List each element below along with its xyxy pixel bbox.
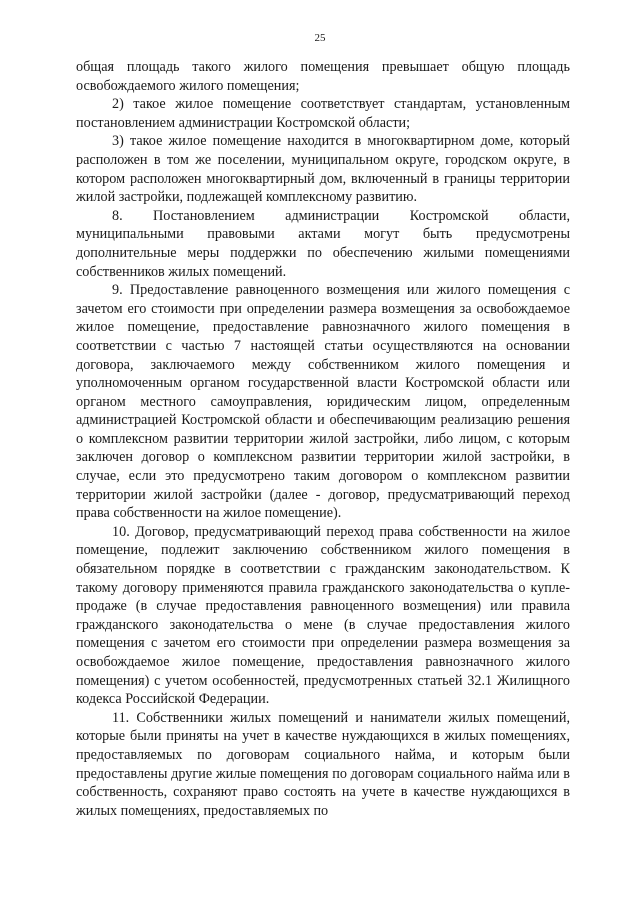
- paragraph-8: 8. Постановлением администрации Костромской области, муниципальными правовыми актами могут быть предусмотрены дополнительные меры поддержки по обеспечению жилыми помещениями собственников жилых помещений.: [76, 207, 570, 280]
- paragraph-item-3: 3) такое жилое помещение находится в многоквартирном доме, который расположен в том же поселении, муниципальном округе, городском округе, в котором расположен многоквартирный дом, включенный в границы территории жилой застройки, подлежащей комплексному развитию.: [76, 133, 570, 206]
- paragraph-continuation: общая площадь такого жилого помещения превышает общую площадь освобождаемого жилого помещения;: [76, 59, 570, 94]
- paragraph-10: 10. Договор, предусматривающий переход права собственности на жилое помещение, подлежит заключению собственником жилого помещения в обязательном порядке в соответствии с гражданским законодательством. К такому договору применяются правила гражданского законодательства о купле-продаже (в случае предоставления равноценного возмещения) или правила гражданского законодательства о мене (в случае предоставления жилого помещения с зачетом его стоимости при определении размера возмещения за освобождаемое жилое помещение, предоставления равнозначного жилого помещения) с учетом особенностей, предусмотренных статьей 32.1 Жилищного кодекса Российской Федерации.: [76, 523, 570, 708]
- document-body: [76, 58, 570, 820]
- paragraph-item-2: 2) такое жилое помещение соответствует стандартам, установленным постановлением администрации Костромской области;: [76, 96, 570, 131]
- paragraph-9: 9. Предоставление равноценного возмещения или жилого помещения с зачетом его стоимости при определении размера возмещения за освобождаемое жилое помещение, предоставление равнозначного жилого помещения в соответствии с частью 7 настоящей статьи осуществляются на основании договора, заключаемого между собственником жилого помещения и уполномоченным органом государственной власти Костромской области или органом местного самоуправления, юридическим лицом, определенным администрацией Костромской области и обеспечивающим реализацию решения о комплексном развитии территории жилой застройки, либо лицом, с которым заключен договор о комплексном развитии территории жилой застройки, в случае, если это предусмотрено таким договором о комплексном развитии территории жилой застройки (далее - договор, предусматривающий переход права собственности на жилое помещение).: [76, 282, 570, 522]
- page-number: 25: [314, 32, 326, 44]
- paragraph-11: 11. Собственники жилых помещений и наниматели жилых помещений, которые были приняты на учет в качестве нуждающихся в жилых помещениях, предоставляемых по договорам социального найма, и которым были предоставлены другие жилые помещения по договорам социального найма или в собственность, сохраняют право состоять на учете в качестве нуждающихся в жилых помещениях, предоставляемых по: [76, 709, 570, 819]
